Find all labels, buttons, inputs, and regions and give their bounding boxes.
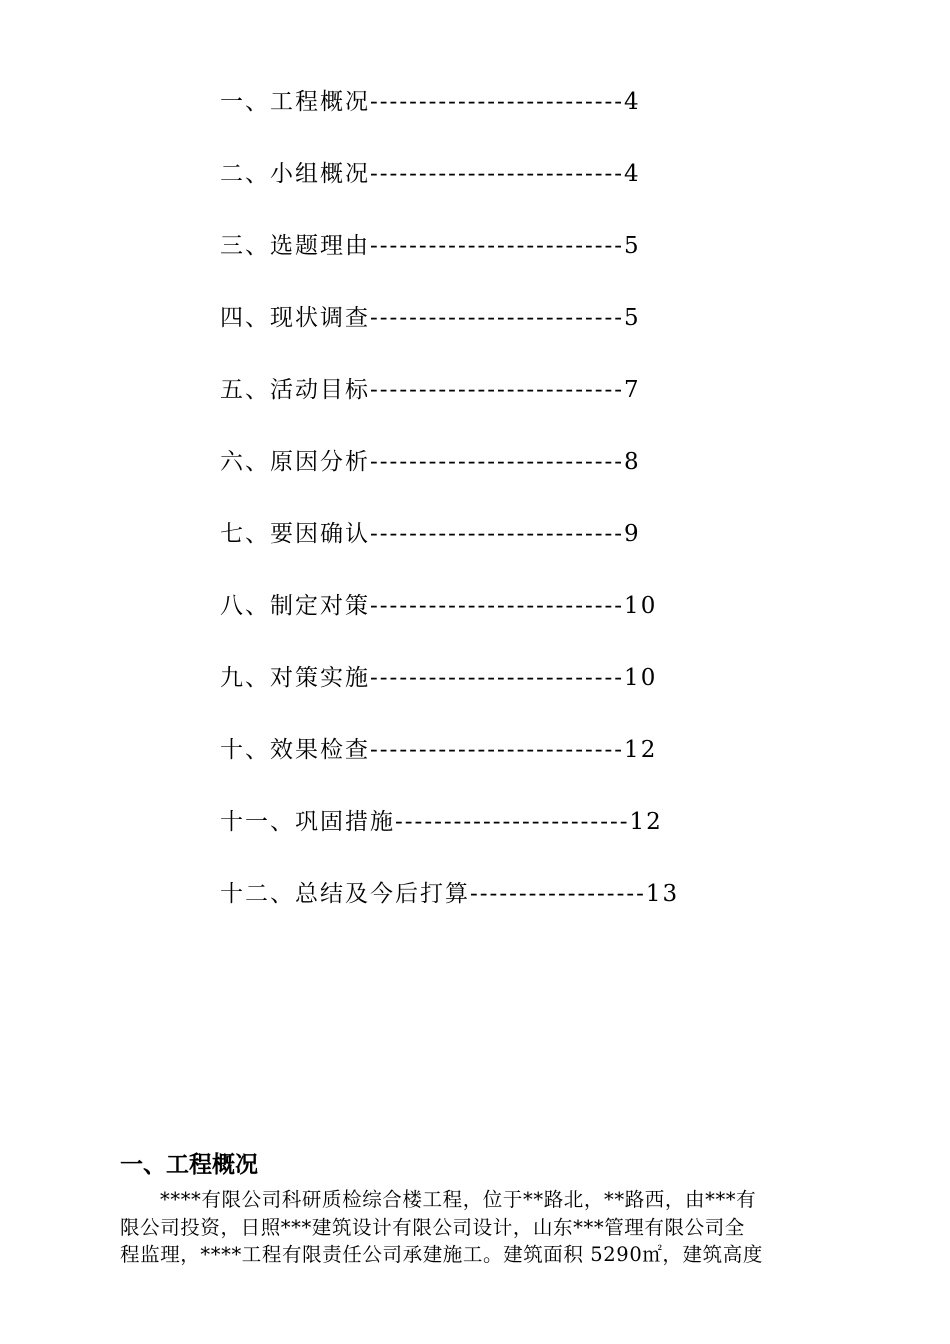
section-heading: 一、工程概况 xyxy=(120,1152,258,1178)
toc-entry-8[interactable]: 八、制定对策--------------------------10 xyxy=(220,593,658,619)
toc-entry-9[interactable]: 九、对策实施--------------------------10 xyxy=(220,665,658,691)
toc-entry-5[interactable]: 五、活动目标--------------------------7 xyxy=(220,377,641,403)
body-line-3: 程监理，****工程有限责任公司承建施工。建筑面积 5290㎡，建筑高度 xyxy=(120,1243,763,1266)
toc-entry-11[interactable]: 十一、巩固措施------------------------12 xyxy=(220,809,663,835)
body-line-2: 限公司投资，日照***建筑设计有限公司设计，山东***管理有限公司全 xyxy=(120,1215,745,1239)
body-line-1: ****有限公司科研质检综合楼工程，位于**路北，**路西，由***有 xyxy=(160,1188,757,1211)
toc-entry-10[interactable]: 十、效果检查--------------------------12 xyxy=(220,737,658,763)
toc-entry-6[interactable]: 六、原因分析--------------------------8 xyxy=(220,449,641,475)
section-body xyxy=(120,1186,832,1269)
toc-entry-1[interactable]: 一、工程概况--------------------------4 xyxy=(220,89,641,115)
toc-entry-12[interactable]: 十二、总结及今后打算------------------13 xyxy=(220,881,680,907)
toc-entry-7[interactable]: 七、要因确认--------------------------9 xyxy=(220,521,641,547)
toc-entry-4[interactable]: 四、现状调查--------------------------5 xyxy=(220,305,641,331)
toc-entry-3[interactable]: 三、选题理由--------------------------5 xyxy=(220,233,641,259)
toc-entry-2[interactable]: 二、小组概况--------------------------4 xyxy=(220,161,641,187)
